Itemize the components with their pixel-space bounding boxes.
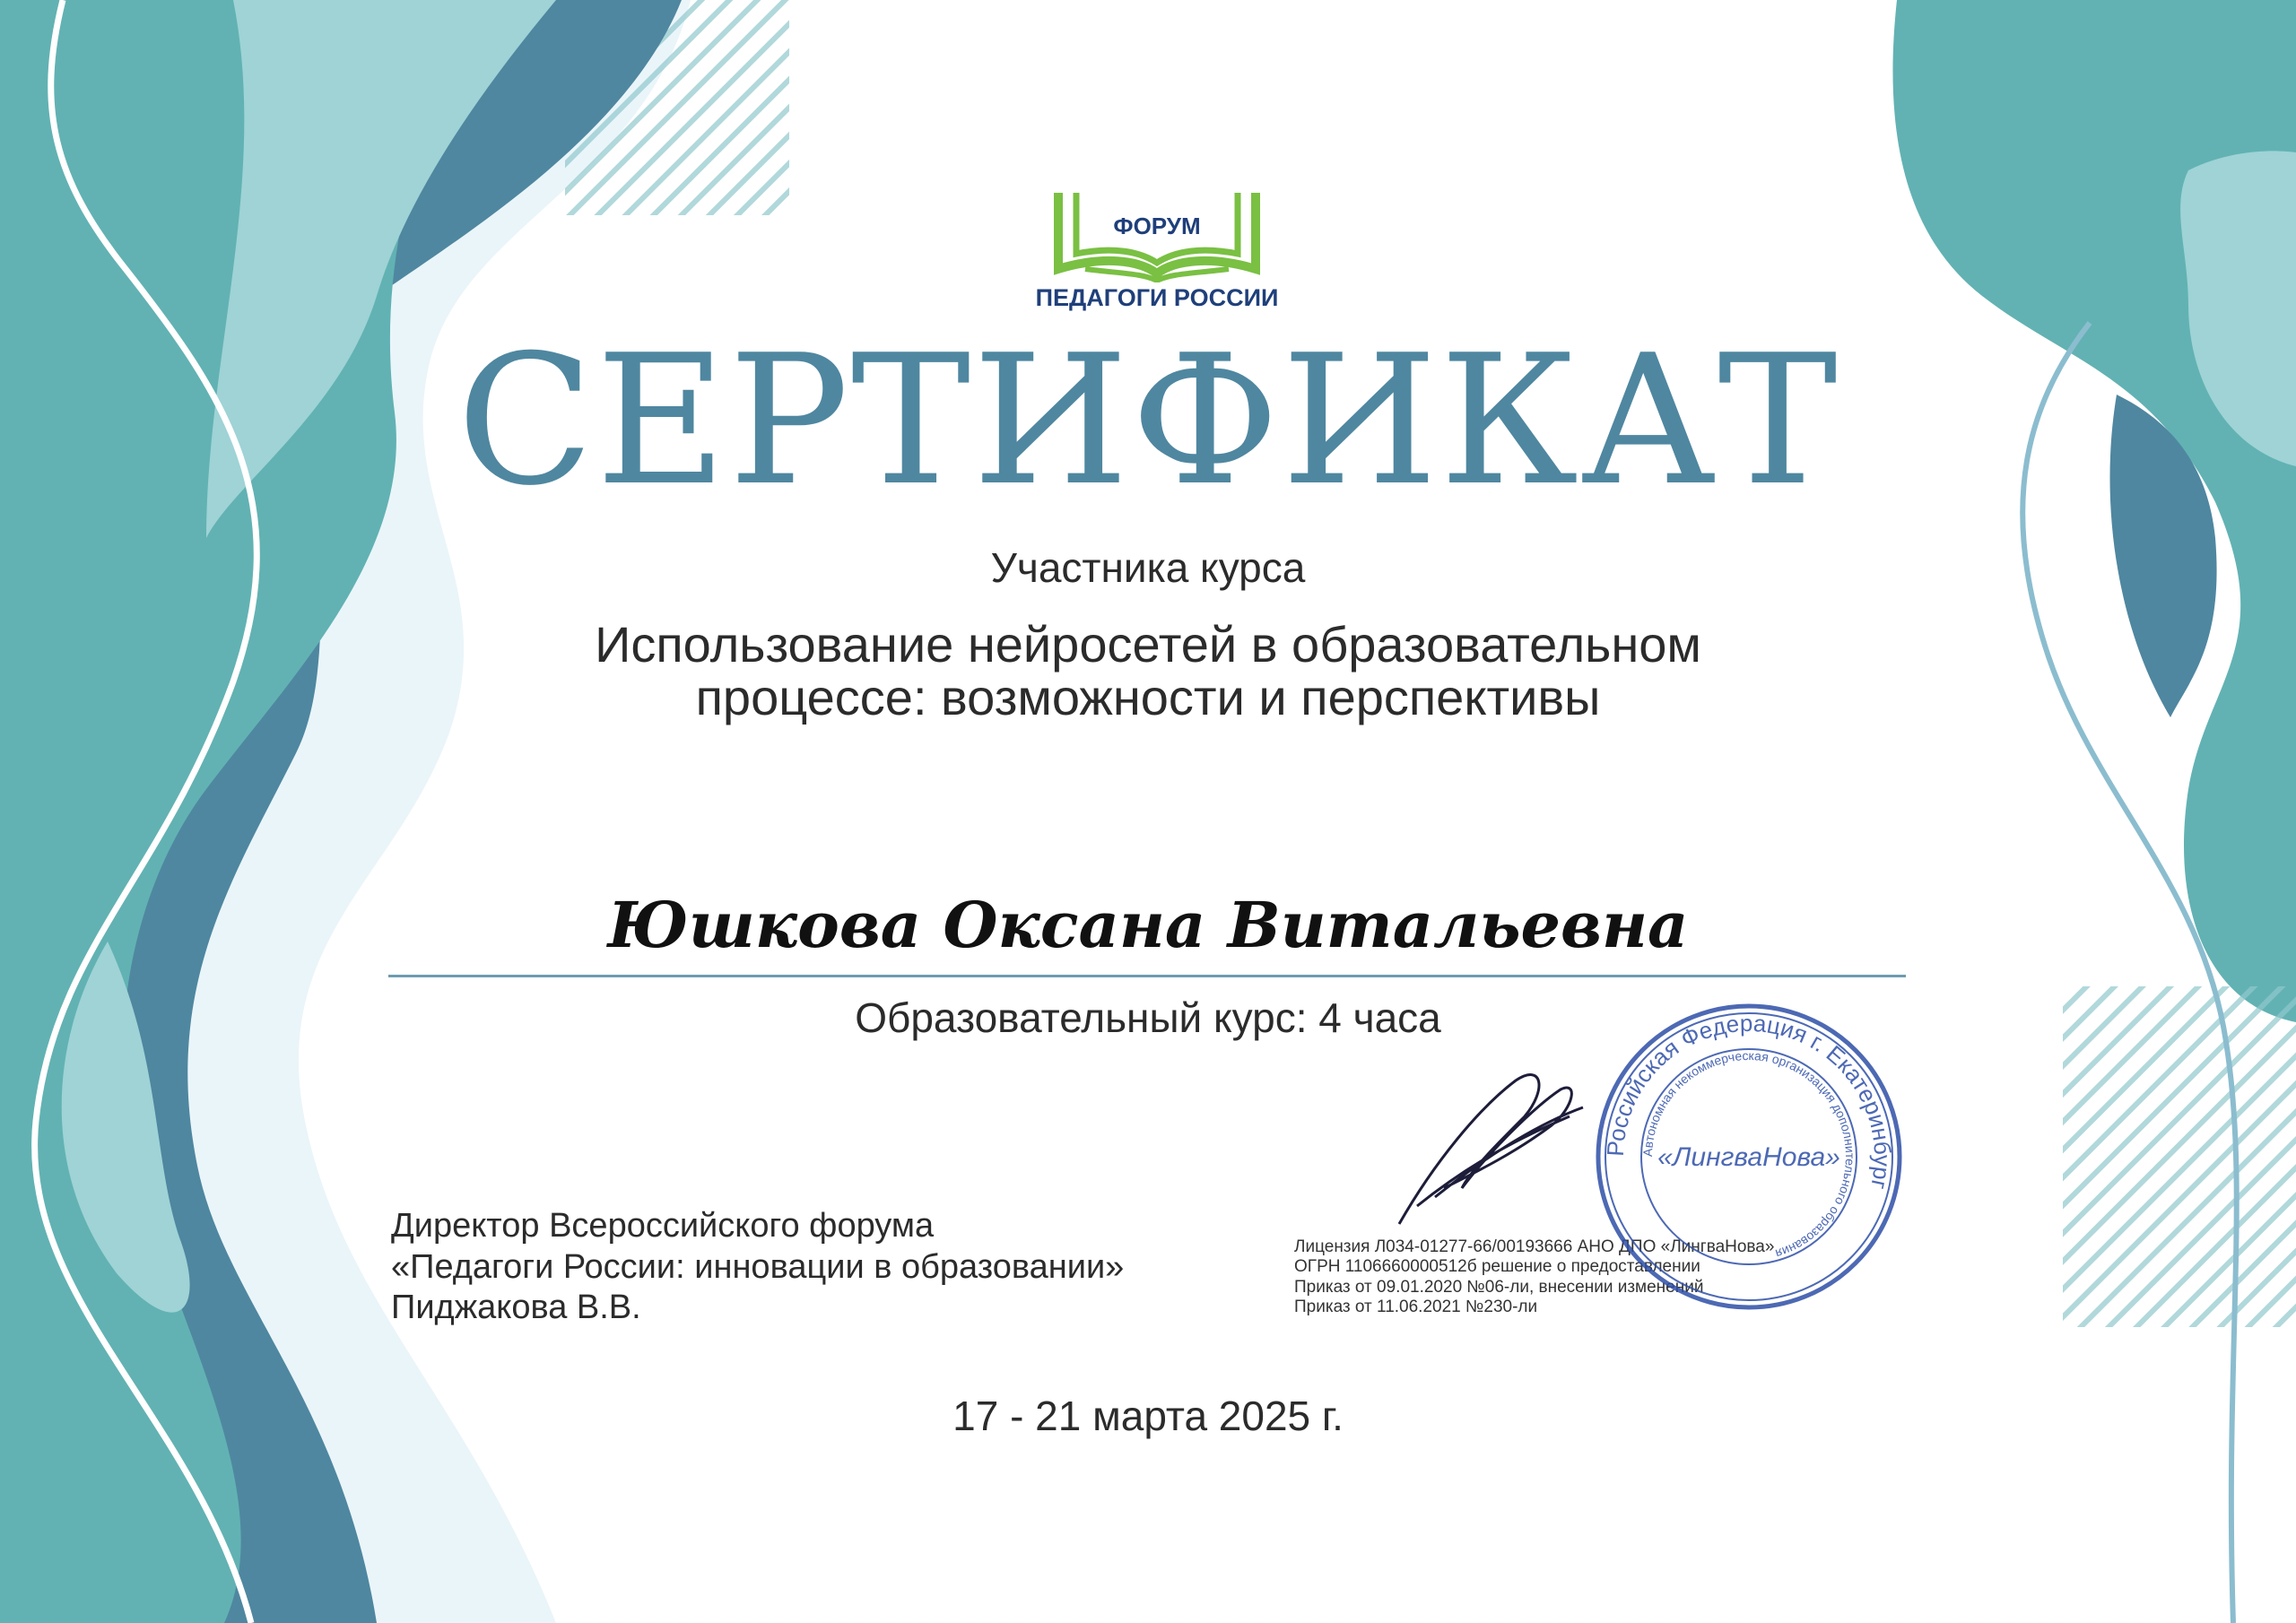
handwritten-signature	[1381, 1054, 1587, 1233]
recipient-name: Юшкова Оксана Витальевна	[607, 888, 1689, 962]
course-title-line-2: процессе: возможности и перспективы	[695, 668, 1601, 725]
course-title	[0, 616, 2296, 725]
logo-top-text: ФОРУМ	[1113, 213, 1201, 239]
license-line-1: Лицензия Л034-01277-66/00193666 АНО ДПО «ЛингваНова»	[1294, 1237, 1775, 1256]
stamp-inner-text: Автономная некоммерческая организация дополнительного образования	[1639, 1047, 1858, 1262]
stamp-center-text: «ЛингваНова»	[1657, 1142, 1840, 1172]
certificate-subtitle: Участника курса	[990, 544, 1306, 591]
director-name: Пиджакова В.В.	[391, 1289, 641, 1327]
organization-stamp	[1587, 995, 1910, 1318]
course-hours: Образовательный курс: 4 часа	[855, 994, 1441, 1041]
certificate-title: СЕРТИФИКАТ	[457, 317, 1839, 525]
license-line-2: ОГРН 1106660000512б решение о предоставлении	[1294, 1257, 1700, 1277]
stamp-outer-text: Российская Федерация г. Екатеринбург	[1601, 1009, 1897, 1192]
logo-bottom-text: ПЕДАГОГИ РОССИИ	[1035, 284, 1279, 311]
license-line-3: Приказ от 09.01.2020 №06-ли, внесении изменений	[1294, 1277, 1704, 1297]
forum-logo	[1035, 184, 1279, 318]
course-title-line-1: Использование нейросетей в образовательном	[595, 616, 1701, 673]
license-line-4: Приказ от 11.06.2021 №230-ли	[1294, 1298, 1538, 1317]
director-line-2: «Педагоги России: инновации в образовании»	[391, 1247, 1125, 1286]
director-line-1: Директор Всероссийского форума	[391, 1207, 935, 1245]
course-dates: 17 - 21 марта 2025 г.	[952, 1393, 1344, 1439]
director-block	[391, 1206, 1124, 1329]
name-underline	[388, 975, 1906, 977]
